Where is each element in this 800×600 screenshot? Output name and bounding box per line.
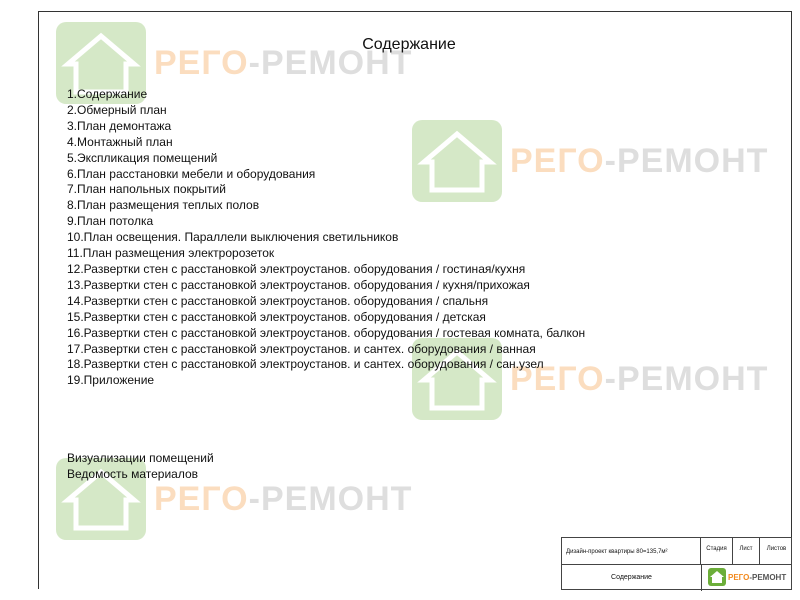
house-icon bbox=[708, 568, 726, 586]
toc-item: 16.Развертки стен с расстановкой электроустанов. оборудования / гостевая комната, балкон bbox=[67, 325, 586, 340]
toc-item: 6.План расстановки мебели и оборудования bbox=[67, 166, 316, 181]
toc-item: 3.План демонтажа bbox=[67, 118, 172, 133]
toc-item: 12.Развертки стен с расстановкой электроустанов. оборудования / гостиная/кухня bbox=[67, 261, 526, 276]
toc-item: 18.Развертки стен с расстановкой электроустанов. и сантех. оборудования / сан.узел bbox=[67, 357, 544, 372]
company-logo bbox=[708, 568, 786, 586]
toc-item: 10.План освещения. Параллели выключения светильников bbox=[67, 230, 399, 245]
stage-label: Стадия bbox=[706, 546, 727, 552]
toc-item: 4.Монтажный план bbox=[67, 134, 173, 149]
extras-item: Ведомость материалов bbox=[67, 467, 199, 481]
extras-list bbox=[67, 450, 214, 482]
toc-item: 7.План напольных покрытий bbox=[67, 182, 226, 197]
toc-item: 17.Развертки стен с расстановкой электроустанов. и сантех. оборудования / ванная bbox=[67, 341, 536, 356]
toc-item: 5.Экспликация помещений bbox=[67, 150, 218, 165]
watermark-text: РЕГО-РЕМОНТ bbox=[154, 479, 413, 518]
sheets-label: Листов bbox=[766, 546, 787, 552]
toc-item: 13.Развертки стен с расстановкой электроустанов. оборудования / кухня/прихожая bbox=[67, 277, 530, 292]
sheet-label: Лист bbox=[739, 546, 753, 552]
stage-cell bbox=[700, 538, 732, 564]
toc-item: 14.Развертки стен с расстановкой электроустанов. оборудования / спальня bbox=[67, 293, 489, 308]
toc-item: 19.Приложение bbox=[67, 373, 155, 388]
title-block-row bbox=[562, 538, 791, 565]
title-block bbox=[561, 537, 792, 590]
project-name: Дизайн-проект квартиры 80=135,7м² bbox=[566, 549, 668, 555]
extras-item: Визуализации помещений bbox=[67, 451, 214, 465]
sheet-name: Содержание bbox=[611, 574, 652, 581]
toc-list bbox=[67, 87, 585, 389]
watermark-text: РЕГО-РЕМОНТ bbox=[510, 141, 769, 180]
toc-item: 15.Развертки стен с расстановкой электроустанов. оборудования / детская bbox=[67, 309, 486, 324]
toc-item: 1.Содержание bbox=[67, 87, 148, 101]
toc-item: 9.План потолка bbox=[67, 214, 154, 229]
watermark-text: РЕГО-РЕМОНТ bbox=[154, 43, 413, 82]
toc-item: 8.План размещения теплых полов bbox=[67, 198, 260, 213]
watermark-text: РЕГО-РЕМОНТ bbox=[510, 359, 769, 398]
toc-item: 2.Обмерный план bbox=[67, 102, 167, 117]
logo-text: РЕГО-РЕМОНТ bbox=[728, 572, 787, 582]
page-title: Содержание bbox=[362, 36, 456, 53]
toc-item: 11.План размещения электророзеток bbox=[67, 246, 275, 261]
sheet-name-cell bbox=[562, 564, 702, 591]
sheet-cell bbox=[732, 538, 759, 564]
sheets-cell bbox=[759, 538, 793, 564]
